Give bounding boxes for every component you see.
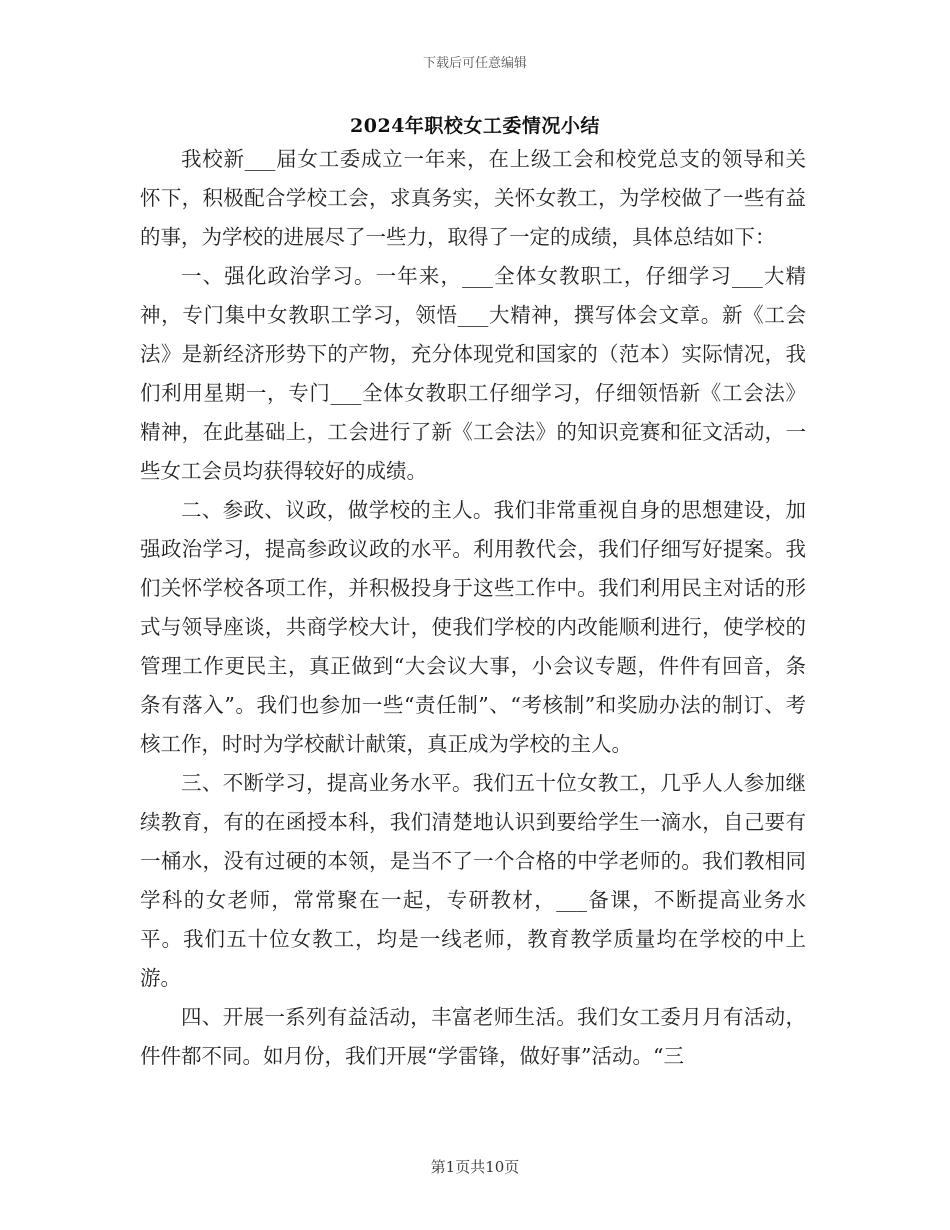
document-title: 2024年职校女工委情况小结 xyxy=(350,115,600,137)
paragraph-intro: 我校新___届女工委成立一年来，在上级工会和校党总支的领导和关怀下，积极配合学校工会，求真务实，关怀女教工，为学校做了一些有益的事，为学校的进展尽了一些力，取得了一定的成绩，具体总结如下： xyxy=(140,147,806,249)
paragraph-continuous-learning: 三、不断学习，提高业务水平。我们五十位女教工，几乎人人参加继续教育，有的在函授本科，我们清楚地认识到要给学生一滴水，自己要有一桶水，没有过硬的本领，是当不了一个合格的中学老师的。我们教相同学科的女老师，常常聚在一起，专研教材，___备课，不断提高业务水平。我们五十位女教工，均是一线老师，教育教学质量均在学校的中上游。 xyxy=(140,771,806,990)
paragraph-activities: 四、开展一系列有益活动，丰富老师生活。我们女工委月月有活动，件件都不同。如月份，我们开展“学雷锋，做好事”活动。“三 xyxy=(140,1005,806,1068)
paragraph-participation: 二、参政、议政，做学校的主人。我们非常重视自身的思想建设，加强政治学习，提高参政议政的水平。利用教代会，我们仔细写好提案。我们关怀学校各项工作，并积极投身于这些工作中。我们利用民主对话的形式与领导座谈，共商学校大计，使我们学校的内改能顺利进行，使学校的管理工作更民主，真正做到“大会议大事，小会议专题，件件有回音，条条有落入”。我们也参加一些“责任制”、“考核制”和奖励办法的制订、考核工作，时时为学校献计献策，真正成为学校的主人。 xyxy=(140,498,806,756)
paragraph-political-study: 一、强化政治学习。一年来，___全体女教职工，仔细学习___大精神，专门集中女教职工学习，领悟___大精神，撰写体会文章。新《工会法》是新经济形势下的产物，充分体现党和国家的（范本）实际情况，我们利用星期一，专门___全体女教职工仔细学习，仔细领悟新《工会法》精神，在此基础上，工会进行了新《工会法》的知识竞赛和征文活动，一些女工会员均获得较好的成绩。 xyxy=(140,264,806,483)
page-number: 第1页共10页 xyxy=(430,1158,520,1176)
header-note: 下载后可任意编辑 xyxy=(422,56,527,71)
document-body xyxy=(140,140,806,1076)
